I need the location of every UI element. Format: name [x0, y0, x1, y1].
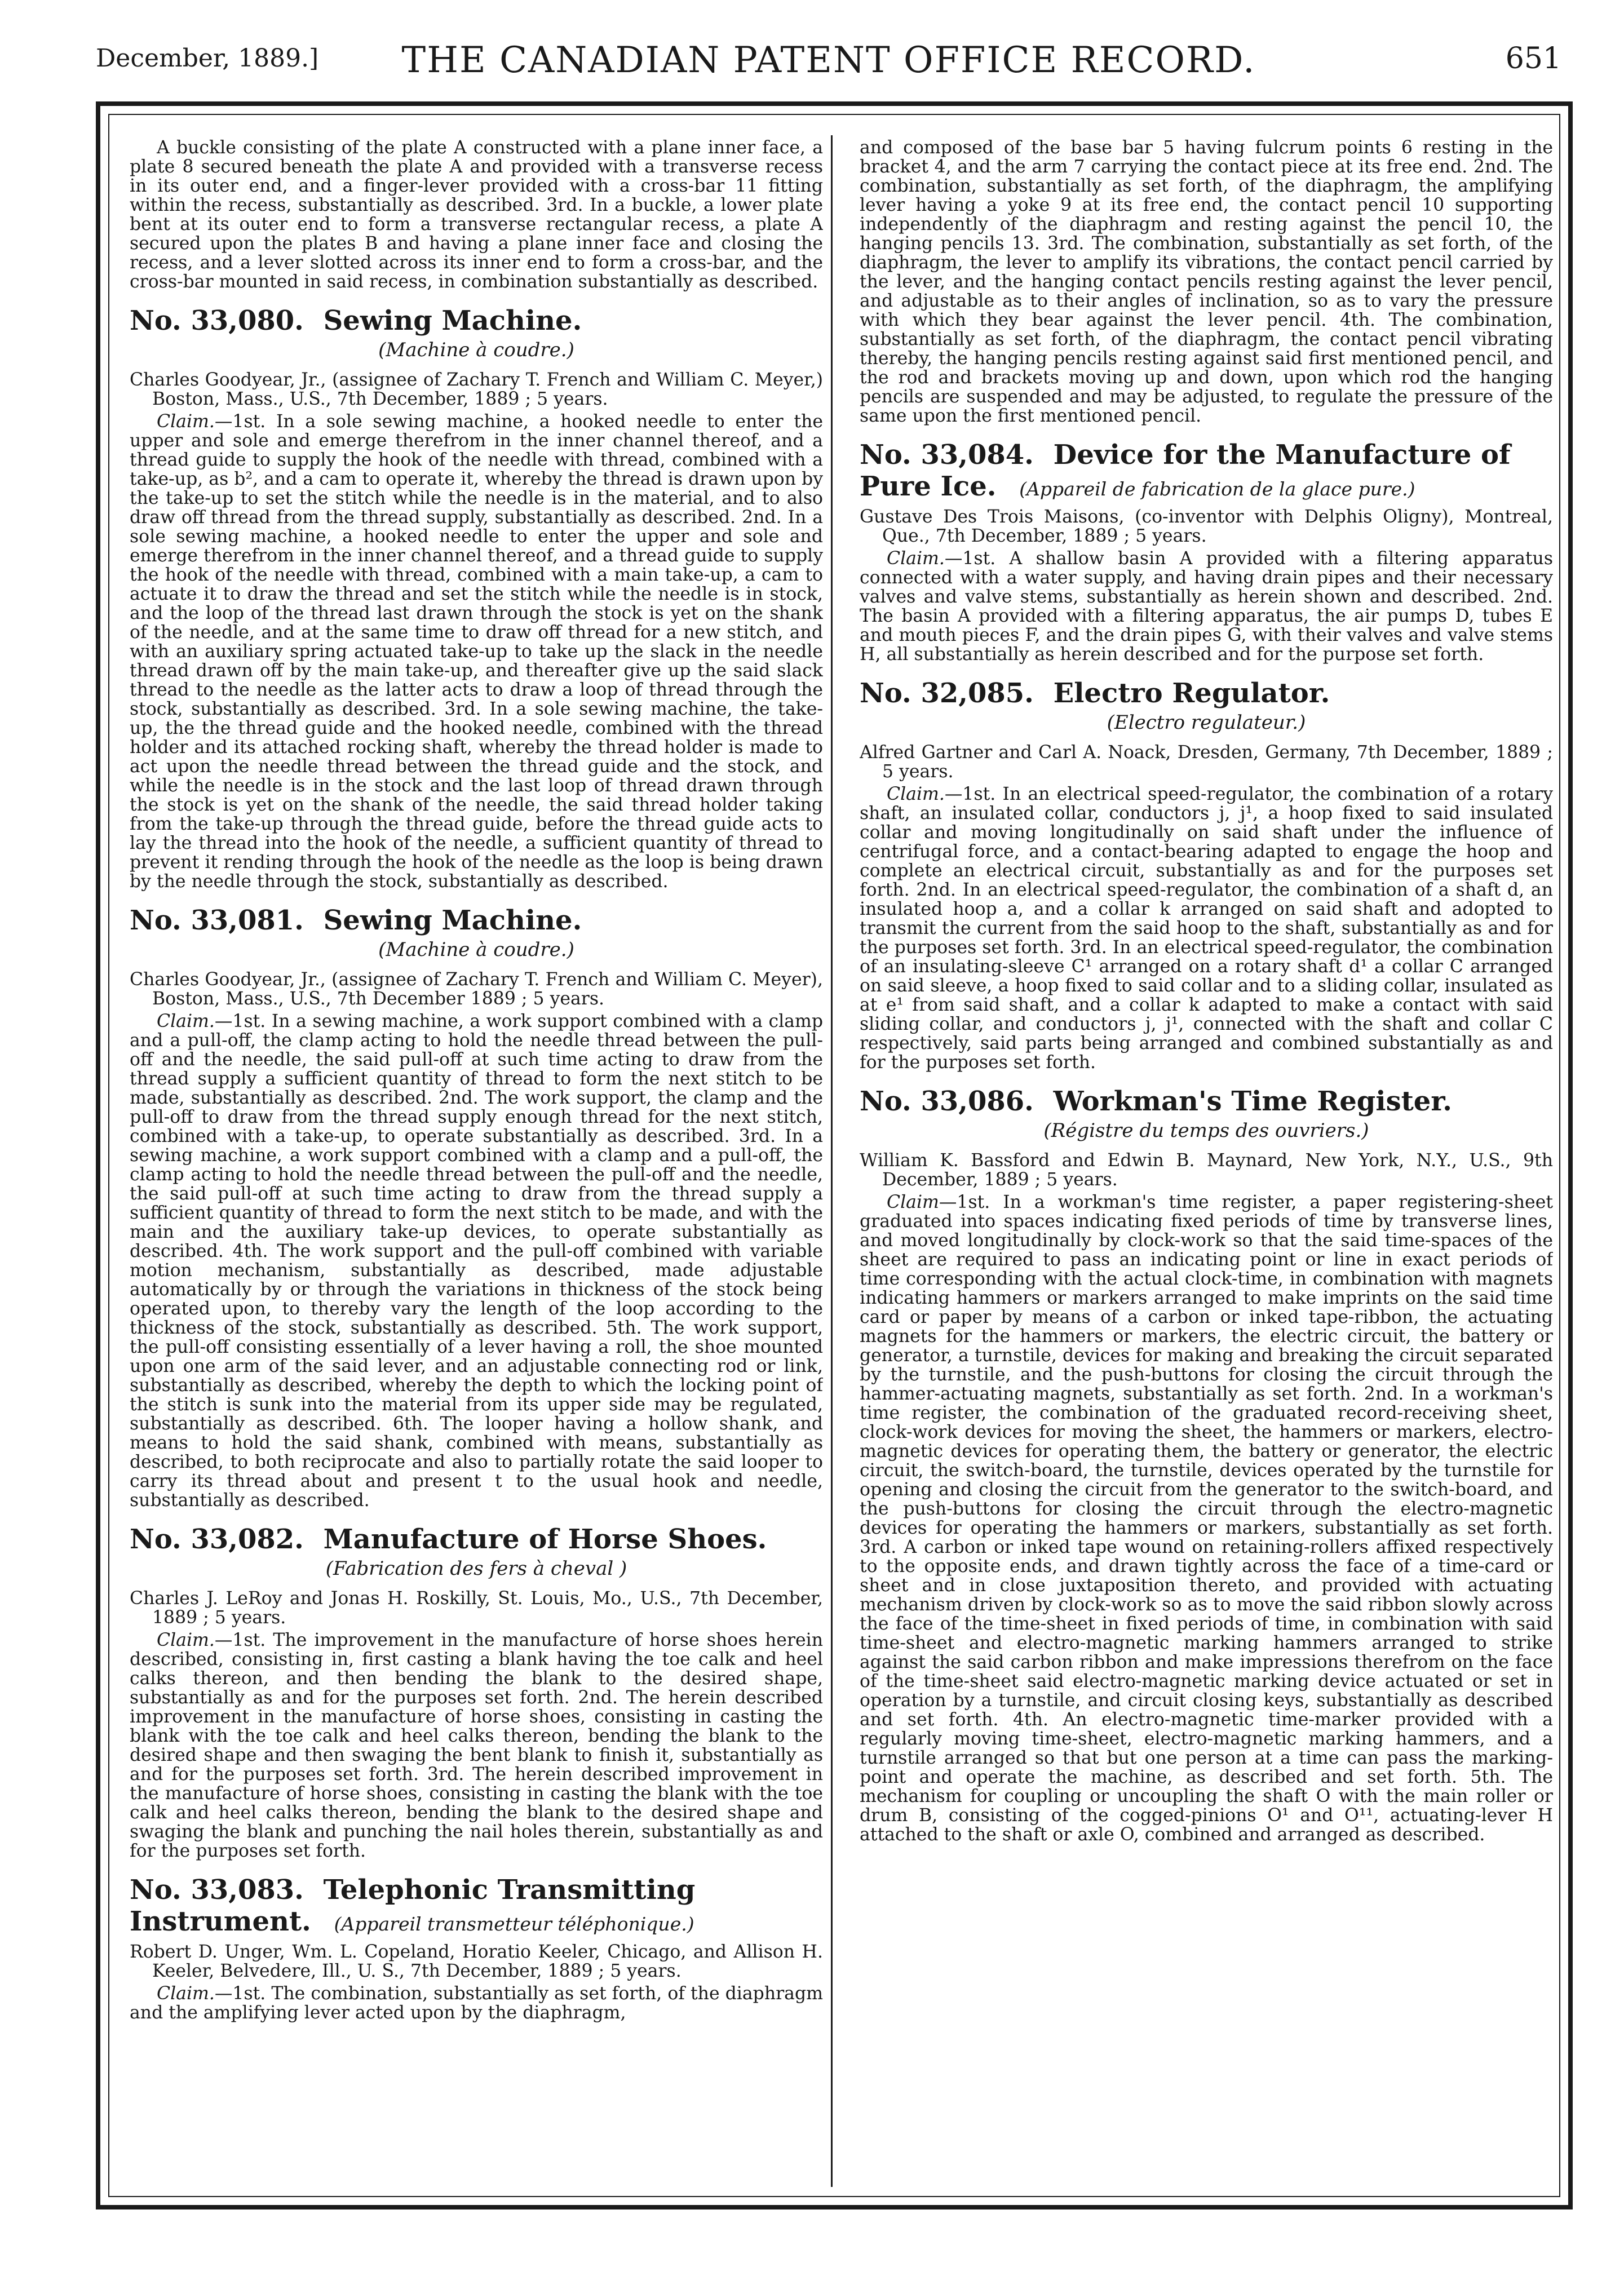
patent-entry-33084 [860, 439, 1553, 664]
patent-entry-33082 [130, 1524, 823, 1861]
patent-french-title: (Régistre du temps des ouvriers.) [1043, 1119, 1369, 1142]
claim-label: Claim. [887, 548, 945, 569]
patent-title: Sewing Machine. [323, 905, 582, 936]
claim-label: Claim [887, 1192, 939, 1212]
patent-claim [860, 549, 1553, 664]
claim-label: Claim. [887, 784, 945, 804]
right-column [860, 138, 1553, 2184]
patent-entry-33083 [130, 1874, 823, 2022]
issue-date: December, 1889.] [96, 44, 319, 73]
patent-claim [860, 1193, 1553, 1844]
carryover-claim-text: and composed of the base bar 5 having fulcrum points 6 resting in the bracket 4, and the arm 7 carrying the contact piece at its free end. 2nd. The combination, substantially as set forth, of the diaphragm, the amplifying lever having a yoke 9 at its free end, the contact pencil 10 supporting independently of the diaphragm and resting against the pencil 10, the hanging pencils 13. 3rd. The combination, substantially as set forth, of the diaphragm, the lever to amplify its vibrations, the contact pencil carried by the lever, and the hanging contact pencils resting against the lever pencil, and adjustable as to their angles of inclination, so as to vary the pressure with which they bear against the lever pencil. 4th. The combination, substantially as set forth, of the diaphragm, the contact pencil vibrating thereby, the hanging pencils resting against said first mentioned pencil, and the rod and brackets moving up and down, upon which rod the hanging pencils are suspended and may be adjusted, to regulate the pressure of the same upon the first mentioned pencil. [860, 138, 1553, 426]
patent-inventor: Charles J. LeRoy and Jonas H. Roskilly, St. Louis, Mo., U.S., 7th December, 1889 ; 5 years. [130, 1588, 823, 1628]
patent-french-title: (Electro regulateur.) [1107, 711, 1306, 734]
claim-label: Claim. [157, 411, 215, 432]
patent-claim [130, 1631, 823, 1861]
claim-label: Claim. [157, 1630, 215, 1650]
patent-number: No. 32,085. [860, 678, 1034, 709]
claim-text: —1st. A shallow basin A provided with a filtering apparatus connected with a water supply, and having drain pipes and their necessary valves and valve stems, substantially as herein shown and described. 2nd. The basin A provided with a filtering apparatus, the air pumps D, tubes E and mouth pieces F, and the drain pipes G, with their valves and valve stems H, all substantially as herein described and for the purpose set forth. [860, 548, 1553, 665]
patent-number: No. 33,084. [860, 439, 1034, 471]
patent-claim [130, 1984, 823, 2022]
patent-french-title: (Appareil transmetteur téléphonique.) [334, 1913, 694, 1935]
patent-number: No. 33,081. [130, 905, 304, 936]
patent-claim [130, 1012, 823, 1510]
patent-heading [130, 1524, 823, 1555]
claim-label: Claim. [157, 1983, 215, 2004]
patent-number: No. 33,080. [130, 305, 304, 336]
patent-title: Electro Regulator. [1053, 678, 1330, 709]
patent-french-title: (Appareil de fabrication de la glace pure.) [1019, 478, 1415, 500]
page-header [96, 34, 1561, 85]
patent-entry-32085 [860, 678, 1553, 1072]
patent-heading [860, 678, 1553, 709]
patent-title: Workman's Time Register. [1053, 1086, 1452, 1117]
patent-french-title: (Machine à coudre.) [378, 938, 574, 961]
patent-inventor: Gustave Des Trois Maisons, (co-inventor with Delphis Oligny), Montreal, Que., 7th December, 1889 ; 5 years. [860, 507, 1553, 546]
patent-inventor: Alfred Gartner and Carl A. Noack, Dresden, Germany, 7th December, 1889 ; 5 years. [860, 742, 1553, 782]
patent-entry-33080 [130, 305, 823, 891]
claim-text: —1st. The combination, substantially as set forth, of the diaphragm and the amplifying lever acted upon by the diaphragm, [130, 1983, 823, 2023]
claim-text: —1st. In a sole sewing machine, a hooked needle to enter the upper and sole and emerge therefrom in the inner channel thereof, and a thread guide to supply the hook of the needle with thread, combined with a take-up, as b², and a cam to operate it, whereby the thread is drawn upon by the take-up to set the stitch while the needle is in the material, and to also draw off thread from the thread supply, substantially as described. 2nd. In a sole sewing machine, a hooked needle to enter the upper and sole and emerge therefrom in the inner channel thereof, and a thread guide to supply the hook of the needle with thread, combined with a main take-up, a cam to actuate it to draw the thread and set the stitch while the needle is in stock, and the loop of the thread last drawn through the stock is yet on the shank of the needle, and at the same time to draw off thread for a new stitch, and with an auxiliary spring actuated take-up to take up the slack in the needle thread drawn off by the main take-up, and thereafter give up the said slack thread to the needle as the latter acts to draw a loop of thread through the stock, substantially as described. 3rd. In a sole sewing machine, the take-up, the the thread guide and the hooked needle, combined with the thread holder and its attached rocking shaft, whereby the thread holder is made to act upon the needle thread between the thread guide and the stock, and while the needle is in the stock and the last loop of thread drawn through the stock is yet on the shank of the needle, the said thread holder taking from the take-up through the thread guide, before the thread guide acts to lay the thread into the hook of the needle, a sufficient quantity of thread to prevent it rending through the hook of the needle as the loop is being drawn by the needle through the stock, substantially as described. [130, 411, 823, 892]
claim-label: Claim. [157, 1011, 215, 1031]
patent-heading [860, 1086, 1553, 1117]
column-divider [831, 135, 833, 2187]
patent-heading [860, 439, 1553, 505]
patent-heading [130, 1874, 823, 1940]
patent-entry-33086 [860, 1086, 1553, 1844]
patent-claim [130, 412, 823, 891]
patent-inventor: Robert D. Unger, Wm. L. Copeland, Horatio Keeler, Chicago, and Allison H. Keeler, Belvedere, Ill., U. S., 7th December, 1889 ; 5 years. [130, 1942, 823, 1981]
claim-text: —1st. The improvement in the manufacture of horse shoes herein described, consisting in, first casting a blank having the toe calk and heel calks thereon, and then bending the blank to the desired shape, substantially as and for the purposes set forth. 2nd. The herein described improvement in the manufacture of horse shoes, consisting in casting the blank with the toe calk and heel calks thereon, bending the blank to the desired shape and then swaging the bent blank to finish it, substantially as and for the purposes set forth. 3rd. The herein described improvement in the manufacture of horse shoes, consisting in casting the blank with the toe calk and heel calks thereon, bending the blank to the desired shape and swaging the blank and punching the nail holes therein, substantially as and for the purposes set forth. [130, 1630, 823, 1861]
patent-heading [130, 905, 823, 936]
patent-inventor: William K. Bassford and Edwin B. Maynard, New York, N.Y., U.S., 9th December, 1889 ; 5 years. [860, 1150, 1553, 1190]
publication-title: THE CANADIAN PATENT OFFICE RECORD. [401, 39, 1256, 81]
patent-claim [860, 785, 1553, 1072]
claim-text: —1st. In a workman's time register, a paper registering-sheet graduated into spaces indicating fixed periods of time by transverse lines, and moved longitudinally by clock-work so that the said time-spaces of the sheet are required to pass an indicating point or line in exact periods of time corresponding with the actual clock-time, in combination with magnets indicating hammers or markers arranged to make imprints on the said time card or paper by means of a carbon or inked tape-ribbon, the actuating magnets for the hammers or markers, the electric circuit, the battery or generator, a turnstile, devices for making and breaking the circuit separated by the turnstile, and the push-buttons for closing the circuit through the hammer-actuating magnets, substantially as set forth. 2nd. In a workman's time register, the combination of the graduated record-receiving sheet, clock-work devices for moving the sheet, the hammers or markers, electro-magnetic devices for operating them, the battery or generator, the electric circuit, the switch-board, the turnstile, devices operated by the turnstile for opening and closing the circuit from the generator to the switch-board, and the push-buttons for closing the circuit through the electro-magnetic devices for operating the hammers or markers, substantially as set forth. 3rd. A carbon or inked tape wound on retaining-rollers affixed respectively to the opposite ends, and drawn tightly across the face of a time-card or sheet and in close juxtaposition thereto, and provided with actuating mechanism driven by clock-work so as to move the said ribbon slowly across the face of the time-sheet in fixed periods of time, in combination with said time-sheet and electro-magnetic marking hammers arranged to strike against the said carbon ribbon and make impressions therefrom on the face of the time-sheet said electro-magnetic marking device actuated or set in operation by a turnstile, and circuit closing keys, substantially as described and set forth. 4th. An electro-magnetic time-marker provided with a regularly moving time-sheet, electro-magnetic marking hammers, and a turnstile arranged so that but one person at a time can pass the marking-point and operate the machine, as described and set forth. 5th. The mechanism for coupling or uncoupling the shaft O with the main roller or drum B, consisting of the cogged-pinions O¹ and O¹¹, actuating-lever H attached to the shaft or axle O, combined and arranged as described. [860, 1192, 1553, 1845]
patent-title: Device for the Manufacture of Pure Ice. [860, 439, 1511, 502]
patent-title: Manufacture of Horse Shoes. [323, 1524, 767, 1555]
patent-french-title: (Fabrication des fers à cheval ) [325, 1557, 627, 1580]
patent-title: Sewing Machine. [323, 305, 582, 336]
patent-number: No. 33,082. [130, 1524, 304, 1555]
patent-number: No. 33,086. [860, 1086, 1034, 1117]
claim-text: —1st. In an electrical speed-regulator, the combination of a rotary shaft, an insulated collar, conductors j, j¹, a hoop fixed to said insulated collar and moving longitudinally on said shaft under the influence of centrifugal force, and a contact-bearing adapted to engage the hoop and complete an electrical circuit, substantially as and for the purposes set forth. 2nd. In an electrical speed-regulator, the combination of a shaft d, an insulated hoop a, and a collar k arranged on said shaft and adopted to transmit the current from the said hoop to the shaft, substantially as and for the purposes set forth. 3rd. In an electrical speed-regulator, the combination of an insulating-sleeve C¹ arranged on a rotary shaft d¹ a collar C arranged on said sleeve, a hoop fixed to said collar and to a sliding collar, insulated as at e¹ from said shaft, and a collar k adapted to make a contact with said sliding collar, and conductors j, j¹, connected with the shaft and collar C respectively, said parts being arranged and combined substantially as and for the purposes set forth. [860, 784, 1553, 1073]
patent-number: No. 33,083. [130, 1874, 304, 1906]
patent-inventor: Charles Goodyear, Jr., (assignee of Zachary T. French and William C. Meyer), Boston, Mass., U.S., 7th December 1889 ; 5 years. [130, 969, 823, 1009]
patent-french-title: (Machine à coudre.) [378, 339, 574, 361]
claim-text: —1st. In a sewing machine, a work support combined with a clamp and a pull-off, the clamp acting to hold the needle thread between the pull-off and the needle, the said pull-off at such time acting to draw from the thread supply a sufficient quantity of thread to form the next stitch to be made, substantially as described. 2nd. The work support, the clamp and the pull-off to draw from the thread supply enough thread for the next stitch, combined with a take-up, to operate substantially as described. 3rd. In a sewing machine, a work support combined with a clamp and a pull-off, the clamp acting to hold the needle thread between the pull-off and the needle, the said pull-off at such time acting to draw from the thread supply a sufficient quantity of thread to form the next stitch to be made, and with the main and the auxiliary take-up devices, to operate substantially as described. 4th. The work support and the pull-off combined with variable motion mechanism, substantially as described, made adjustable automatically by or through the variations in thickness of the stock being operated upon, to thereby vary the length of the loop according to the thickness of the stock, substantially as described. 5th. The work support, the pull-off consisting essentially of a lever having a roll, the shoe mounted upon one arm of the said lever, and an adjustable connecting rod or link, substantially as described, whereby the depth to which the locking point of the stitch is sunk into the material from its upper side may be regulated, substantially as described. 6th. The looper having a hollow shank, and means to hold the said shank, combined with means, substantially as described, to both reciprocate and also to partially rotate the said looper to carry its thread about and present t to the usual hook and needle, substantially as described. [130, 1011, 823, 1511]
carryover-claim-text: A buckle consisting of the plate A constructed with a plane inner face, a plate 8 secured beneath the plate A and provided with a transverse recess in its outer end, and a finger-lever provided with a cross-bar 11 fitting within the recess, substantially as described. 3rd. In a buckle, a lower plate bent at its outer end to form a transverse rectangular recess, a plate A secured upon the plates B and having a plane inner face and closing the recess, and a lever slotted across its inner end to form a cross-bar, and the cross-bar mounted in said recess, in combination substantially as described. [130, 138, 823, 292]
patent-entry-33081 [130, 905, 823, 1510]
left-column [130, 138, 823, 2184]
patent-inventor: Charles Goodyear, Jr., (assignee of Zachary T. French and William C. Meyer,) Boston, Mass., U.S., 7th December, 1889 ; 5 years. [130, 370, 823, 409]
page-number: 651 [1505, 42, 1561, 76]
patent-heading [130, 305, 823, 336]
patent-title: Telephonic Transmitting Instrument. [130, 1874, 696, 1937]
